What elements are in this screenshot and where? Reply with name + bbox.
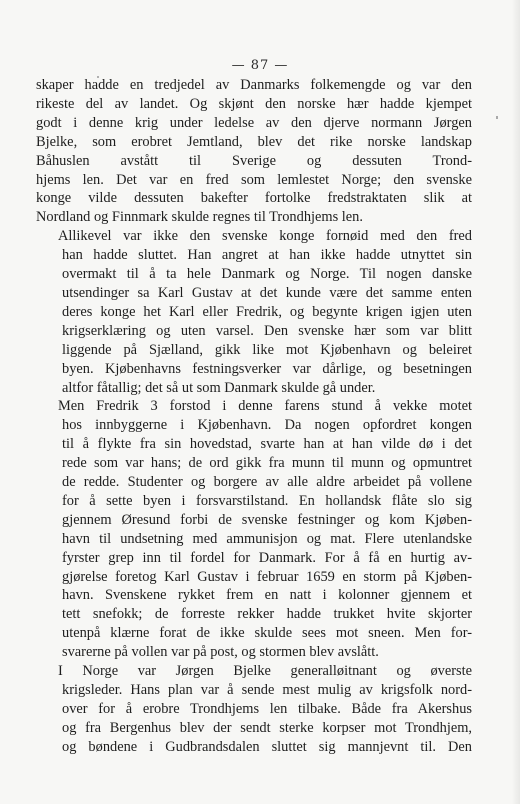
text-line: de redde. Studenter og borgere av alle aldre arbeidet på vollene xyxy=(62,474,472,491)
text-line: Båhuslen avstått til Sverige og dessuten Trond- xyxy=(36,152,472,169)
text-line: hjems len. Det var en fred som lemlestet Norge; den svenske xyxy=(36,171,472,188)
text-line: altfor fåtallig; det så ut som Danmark skulde gå under. xyxy=(62,379,376,396)
text-line: konge vilde dessuten bakefter fortolke fredstraktaten slik at xyxy=(36,190,472,207)
page-edge-shadow xyxy=(512,0,520,804)
text-line: I Norge var Jørgen Bjelke generalløitnant og øverste xyxy=(58,663,472,680)
paragraph xyxy=(36,76,472,227)
text-line: han hadde sluttet. Han angret at han ikke hadde utnyttet sin xyxy=(62,247,472,264)
text-line: gjørelse foretog Karl Gustav i februar 1659 en storm på Kjøben- xyxy=(62,568,472,585)
text-line: og bøndene i Gudbrandsdalen sluttet sig mannjevnt til. Den xyxy=(62,738,472,755)
text-line: for å sette byen i forsvarstilstand. En hollandsk flåte slo sig xyxy=(62,492,472,509)
text-line: rikeste del av landet. Og skjønt den norske hær hadde kjempet xyxy=(36,95,472,112)
paragraph xyxy=(36,227,472,397)
text-line: fyrster grep inn til fordel for Danmark. For å få en hurtig av- xyxy=(62,549,472,566)
text-line: havn. Svenskene rykket frem en natt i kolonner gjennem et xyxy=(62,587,472,604)
text-line: rede som var hans; de ord gikk fra munn til munn og opmuntret xyxy=(62,455,472,472)
text-line: godt i denne krig under ledelse av den djerve normann Jørgen xyxy=(36,114,472,131)
text-line: hos innbyggerne i Kjøbenhavn. Da nogen opfordret kongen xyxy=(62,417,472,434)
text-line: krigsleder. Hans plan var å sende mest mulig av krigsfolk nord- xyxy=(62,682,472,698)
text-line: havn til undsetning med ammunisjon og mat. Flere utenlandske xyxy=(62,530,472,547)
text-line: utsendinger sa Karl Gustav at det kunde være det samme enten xyxy=(62,284,472,301)
text-line: utenpå klærne forat de ikke skulde sees mot sneen. Men for- xyxy=(62,625,472,642)
paragraph xyxy=(36,397,472,662)
text-line: svarerne på vollen var på post, og stormen blev avslått. xyxy=(62,644,379,661)
text-line: deres konge het Karl eller Fredrik, og begynte krigen igjen uten xyxy=(62,303,472,320)
text-line: Men Fredrik 3 forstod i denne farens stund å vekke motet xyxy=(58,398,472,415)
text-line: gjennem Øresund forbi de svenske festninger og kom Kjøben- xyxy=(62,511,472,528)
body-text xyxy=(36,76,472,757)
text-line: skaper hadde en tredjedel av Danmarks folkemengde og var den xyxy=(36,77,472,93)
text-line: til å flykte fra sin hovedstad, svarte han at han vilde dø i det xyxy=(62,436,472,453)
text-line: byen. Kjøbenhavns festningsverker var dårlige, og besetningen xyxy=(62,360,472,377)
paragraph xyxy=(36,662,472,757)
text-line: tett snefokk; de forreste rekker hadde trukket hvite skjorter xyxy=(62,606,472,623)
text-line: Allikevel var ikke den svenske konge fornøid med den fred xyxy=(58,228,472,245)
text-line: Bjelke, som erobret Jemtland, blev det rike norske landskap xyxy=(36,133,472,150)
text-line: over for å erobre Trondhjems len tilbake. Både fra Akershus xyxy=(62,700,472,717)
text-line: liggende på Sjælland, gikk like mot Kjøbenhavn og beleiret xyxy=(62,341,472,358)
text-line: krigserklæring og uten varsel. Den svenske hær som var blitt xyxy=(62,322,472,339)
text-line: og fra Bergenhus blev der sendt sterke korpser mot Trondhjem, xyxy=(62,719,472,736)
page-number: — 87 — xyxy=(231,58,289,73)
text-line: Nordland og Finnmark skulde regnes til Trondhjems len. xyxy=(36,209,363,226)
paper-speck xyxy=(496,116,498,119)
text-line: overmakt til å ta hele Danmark og Norge. Til nogen danske xyxy=(62,266,472,283)
